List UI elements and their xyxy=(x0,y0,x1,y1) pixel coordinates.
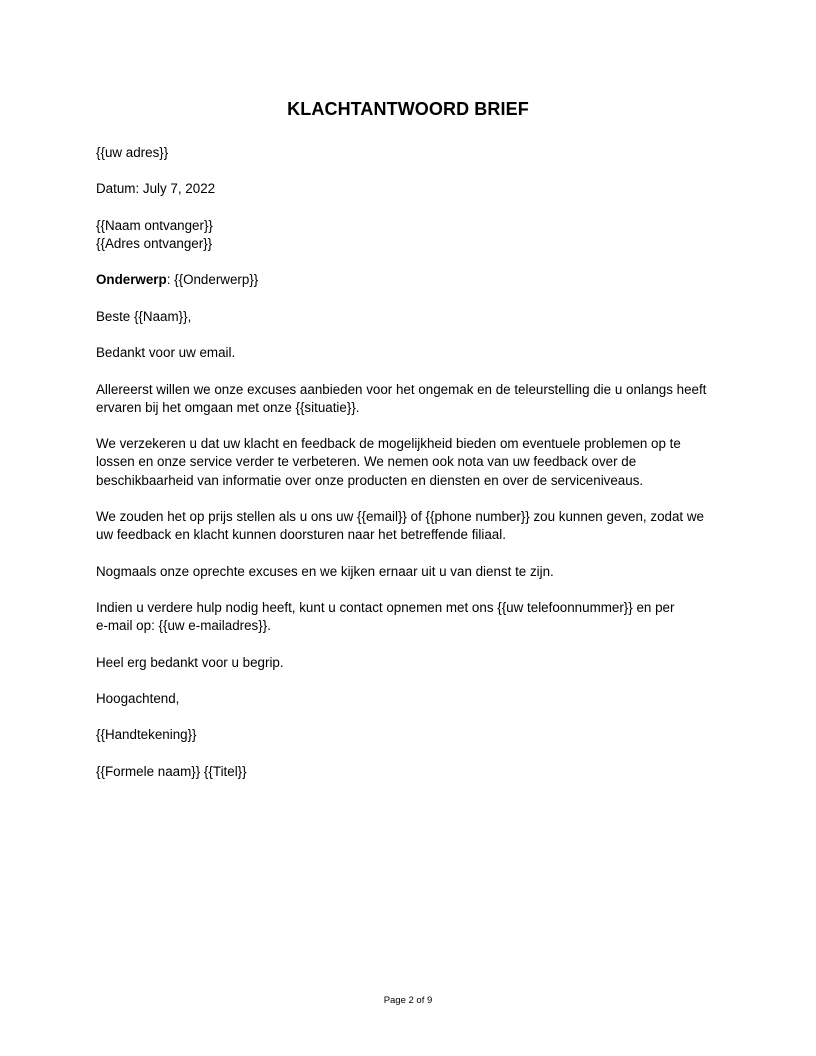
paragraph-line: We verzekeren u dat uw klacht en feedback de mogelijkheid bieden om eventuele problemen op te xyxy=(96,436,681,452)
sender-address: {{uw adres}} xyxy=(96,145,169,160)
signer-name-title: {{Formele naam}} {{Titel}} xyxy=(96,763,247,779)
date-line: Datum: July 7, 2022 xyxy=(96,181,216,197)
paragraph-request xyxy=(96,508,726,544)
paragraph-thanks: Bedankt voor uw email. xyxy=(96,345,236,361)
paragraph-line: We zouden het op prijs stellen als u ons uw {{email}} of {{phone number}} zou kunnen geven, zodat we xyxy=(96,508,704,524)
paragraph-line: ervaren bij het omgaan met onze {{situatie}}. xyxy=(96,399,360,415)
subject-line xyxy=(96,271,726,289)
paragraph-line: beschikbaarheid van informatie over onze producten en diensten en over de serviceniveaus. xyxy=(96,472,644,488)
paragraph-assurance xyxy=(96,435,726,490)
recipient-address: {{Adres ontvanger}} xyxy=(96,235,213,251)
page-indicator: Page 2 of 9 xyxy=(383,995,433,1006)
page-title: KLACHTANTWOORD BRIEF xyxy=(287,99,529,119)
salutation: Beste {{Naam}}, xyxy=(96,308,192,324)
paragraph-line: lossen en onze service verder te verbeteren. We nemen ook nota van uw feedback over de xyxy=(96,454,637,470)
paragraph-line: Allereerst willen we onze excuses aanbieden voor het ongemak en de teleurstelling die u onlangs heeft xyxy=(96,381,707,397)
paragraph-again: Nogmaals onze oprechte excuses en we kijken ernaar uit u van dienst te zijn. xyxy=(96,563,554,579)
paragraph-contact xyxy=(96,599,726,635)
closing: Hoogachtend, xyxy=(96,690,180,706)
paragraph-line: Indien u verdere hulp nodig heeft, kunt u contact opnemen met ons {{uw telefoonnummer}} en per xyxy=(96,599,675,615)
paragraph-line: e-mail op: {{uw e-mailadres}}. xyxy=(96,618,271,634)
paragraph-line: uw feedback en klacht kunnen doorsturen naar het betreffende filiaal. xyxy=(96,527,506,543)
paragraph-apology xyxy=(96,381,726,417)
recipient-block xyxy=(96,217,726,253)
subject-value: : {{Onderwerp}} xyxy=(166,272,259,288)
subject-label: Onderwerp xyxy=(96,272,167,288)
letter-body xyxy=(96,144,726,799)
recipient-name: {{Naam ontvanger}} xyxy=(96,217,213,233)
signature: {{Handtekening}} xyxy=(96,727,197,743)
paragraph-closing-thanks: Heel erg bedankt voor u begrip. xyxy=(96,654,284,670)
